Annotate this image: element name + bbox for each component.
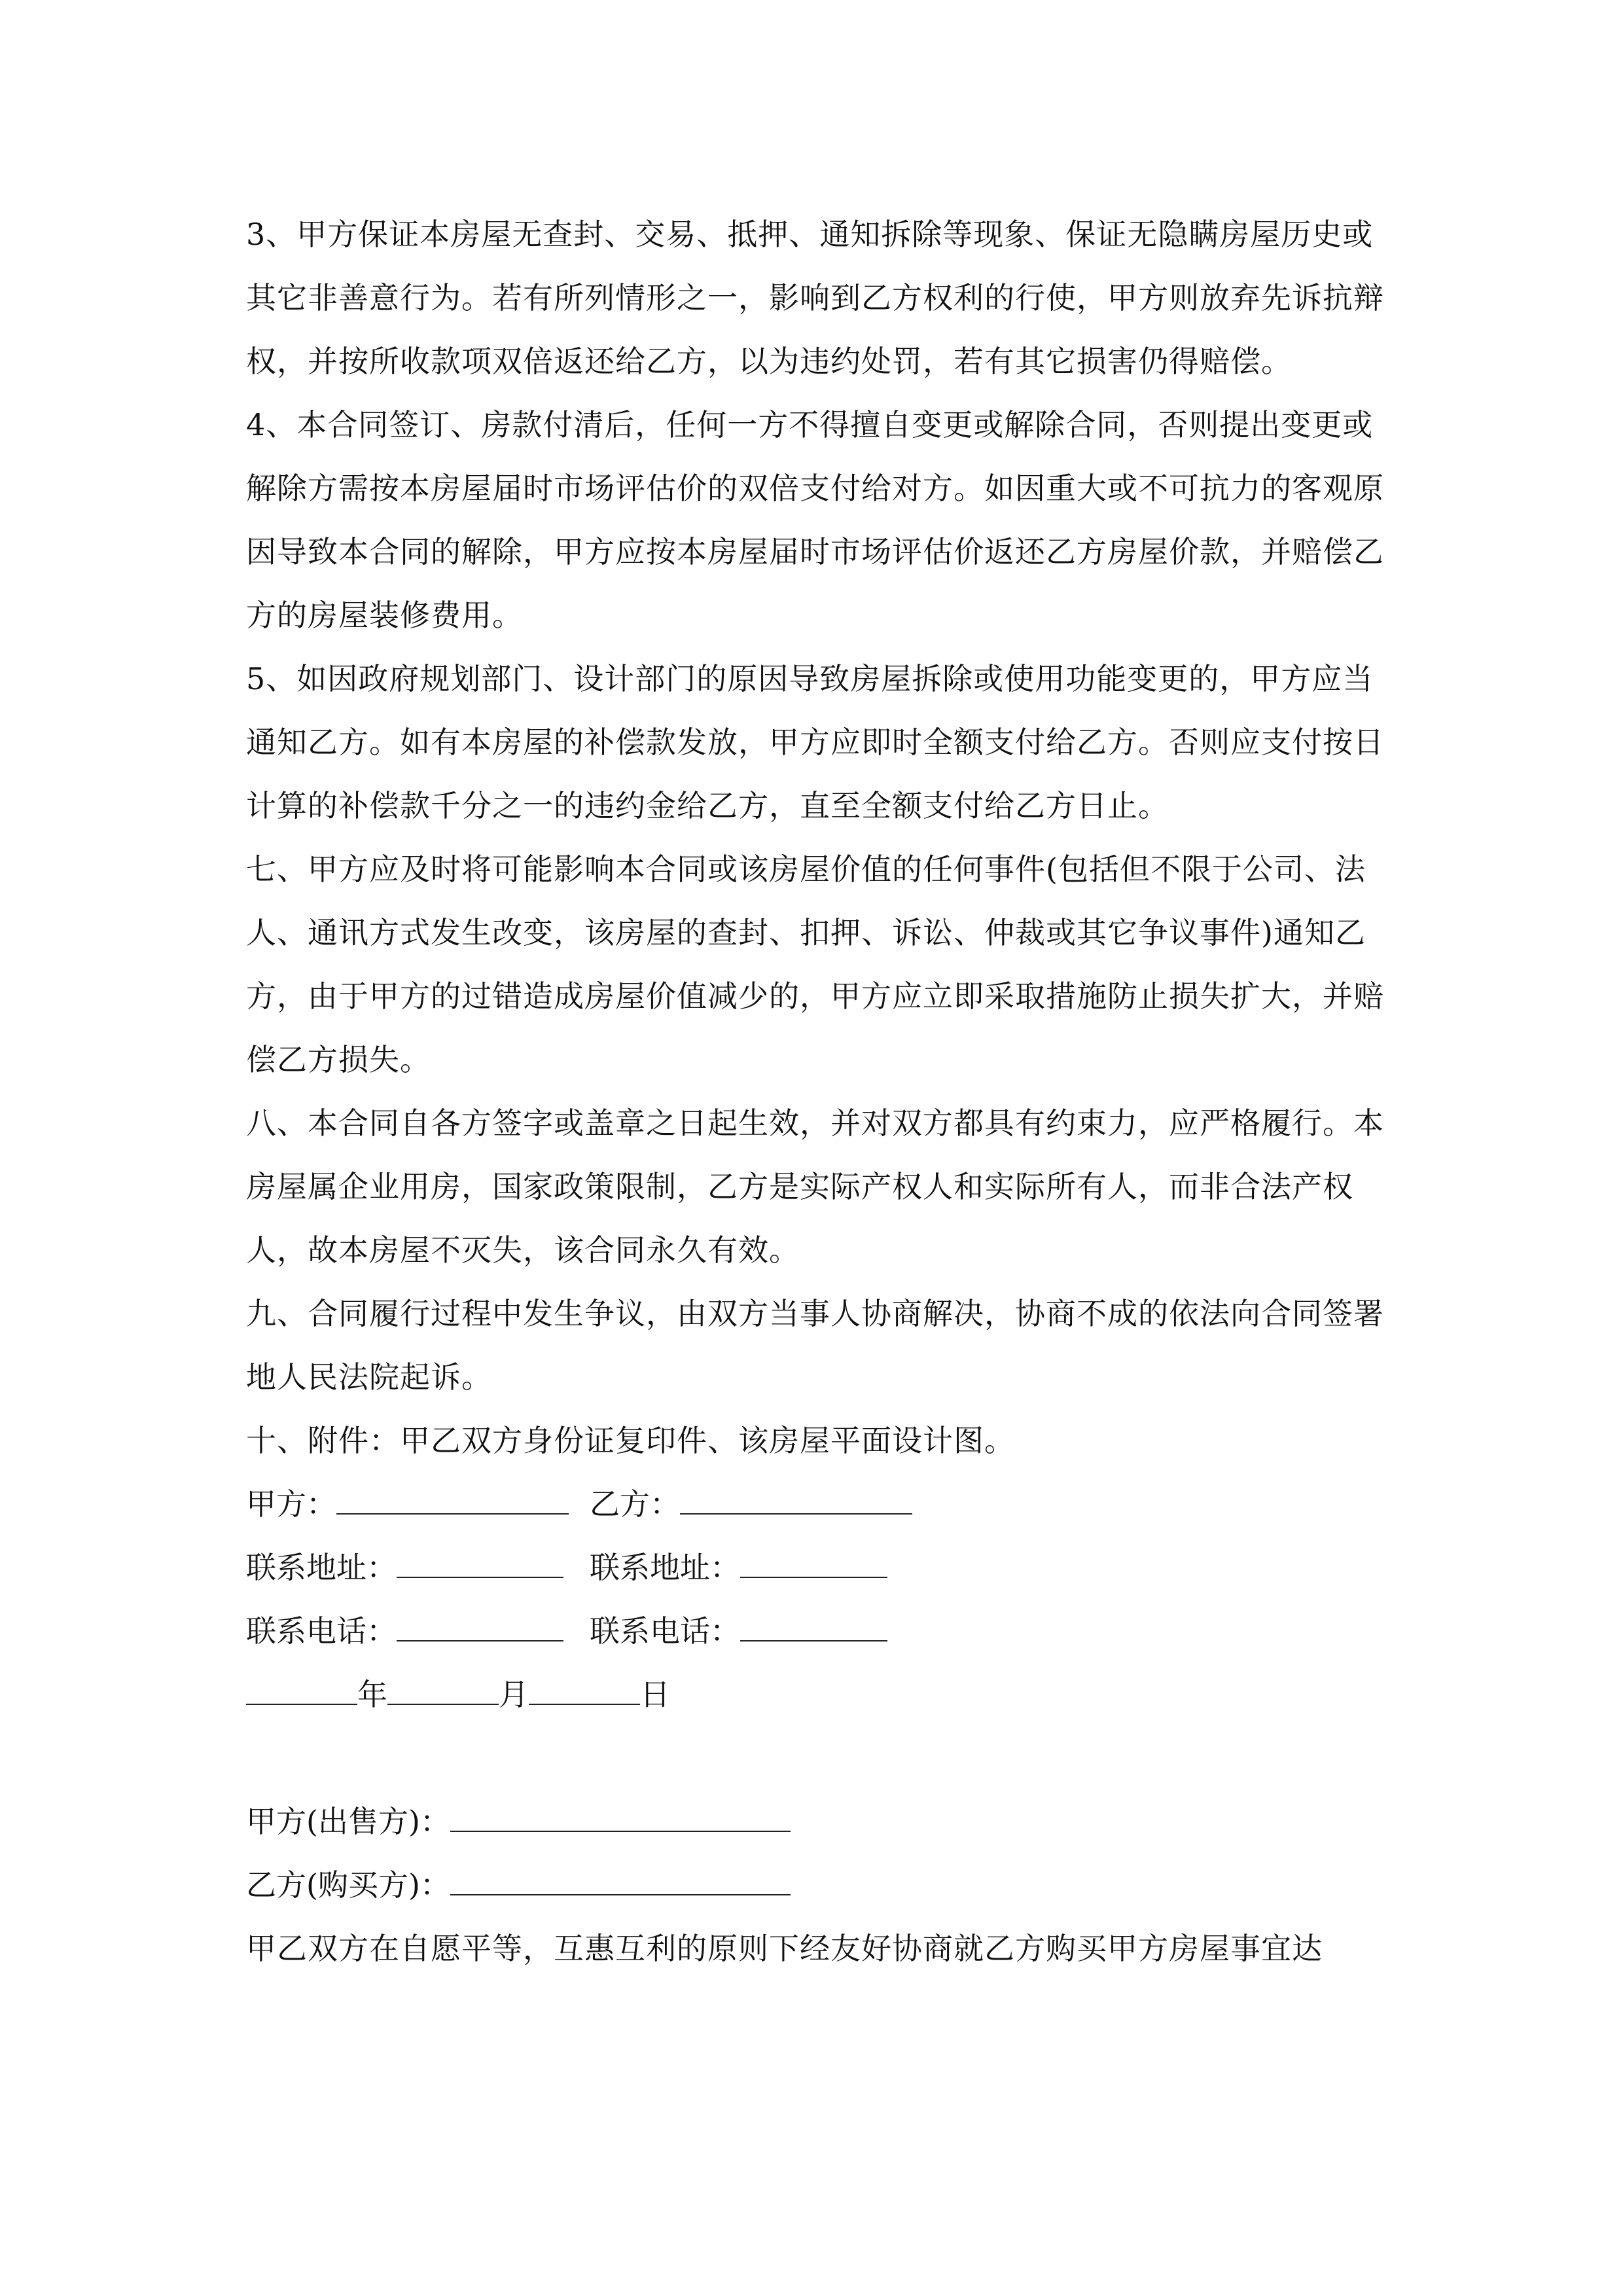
party-b-blank[interactable] xyxy=(680,1479,912,1515)
year-blank[interactable] xyxy=(246,1670,357,1705)
date-row xyxy=(246,1663,1385,1727)
party-a-label: 甲方： xyxy=(246,1486,336,1522)
address-a-label: 联系地址： xyxy=(246,1550,397,1585)
seller-row xyxy=(246,1790,1385,1854)
buyer-blank[interactable] xyxy=(450,1860,791,1895)
month-label: 月 xyxy=(499,1677,529,1712)
buyer-label: 乙方(购买方)： xyxy=(246,1867,450,1903)
day-label: 日 xyxy=(640,1677,670,1712)
clause-9: 九、合同履行过程中发生争议，由双方当事人协商解决，协商不成的依法向合同签署地人民法院起诉。 xyxy=(246,1296,1384,1395)
month-blank[interactable] xyxy=(387,1670,499,1705)
day-blank[interactable] xyxy=(529,1670,640,1705)
clause-7: 七、甲方应及时将可能影响本合同或该房屋价值的任何事件(包括但不限于公司、法人、通讯方式发生改变，该房屋的查封、扣押、诉讼、仲裁或其它争议事件)通知乙方，由于甲方的过错造成房屋价值减少的，甲方应立即采取措施防止损失扩大，并赔偿乙方损失。 xyxy=(246,852,1384,1077)
clause-5: 5、如因政府规划部门、设计部门的原因导致房屋拆除或使用功能变更的，甲方应当通知乙方。如有本房屋的补偿款发放，甲方应即时全额支付给乙方。否则应支付按日计算的补偿款千分之一的违约金给乙方，直至全额支付给乙方日止。 xyxy=(246,661,1384,823)
buyer-row xyxy=(246,1854,1385,1917)
party-b-label: 乙方： xyxy=(590,1486,680,1522)
phone-b-blank[interactable] xyxy=(740,1606,887,1641)
phone-a-blank[interactable] xyxy=(397,1606,563,1641)
address-b-label: 联系地址： xyxy=(590,1550,740,1585)
clause-4: 4、本合同签订、房款付清后，任何一方不得擅自变更或解除合同，否则提出变更或解除方需按本房屋届时市场评估价的双倍支付给对方。如因重大或不可抗力的客观原因导致本合同的解除，甲方应按本房屋届时市场评估价返还乙方房屋价款，并赔偿乙方的房屋装修费用。 xyxy=(246,407,1384,633)
clause-10: 十、附件：甲乙双方身份证复印件、该房屋平面设计图。 xyxy=(246,1423,1015,1458)
seller-label: 甲方(出售方)： xyxy=(246,1804,450,1839)
phone-row xyxy=(246,1600,1385,1663)
address-row xyxy=(246,1536,1385,1600)
phone-b-label: 联系电话： xyxy=(590,1613,740,1649)
clause-8: 八、本合同自各方签字或盖章之日起生效，并对双方都具有约束力，应严格履行。本房屋属企业用房，国家政策限制，乙方是实际产权人和实际所有人，而非合法产权人，故本房屋不灭失，该合同永久有效。 xyxy=(246,1105,1384,1268)
spacer xyxy=(246,1727,1385,1790)
party-row xyxy=(246,1473,1385,1536)
clause-3: 3、甲方保证本房屋无查封、交易、抵押、通知拆除等现象、保证无隐瞒房屋历史或其它非善意行为。若有所列情形之一，影响到乙方权利的行使，甲方则放弃先诉抗辩权，并按所收款项双倍返还给乙方，以为违约处罚，若有其它损害仍得赔偿。 xyxy=(246,217,1384,379)
contract-body xyxy=(246,203,1385,1981)
year-label: 年 xyxy=(357,1677,387,1712)
seller-blank[interactable] xyxy=(450,1797,791,1832)
address-a-blank[interactable] xyxy=(397,1543,563,1578)
phone-a-label: 联系电话： xyxy=(246,1613,397,1649)
second-contract-intro: 甲乙双方在自愿平等，互惠互利的原则下经友好协商就乙方购买甲方房屋事宜达 xyxy=(246,1931,1323,1966)
address-b-blank[interactable] xyxy=(740,1543,887,1578)
party-a-blank[interactable] xyxy=(336,1479,569,1515)
